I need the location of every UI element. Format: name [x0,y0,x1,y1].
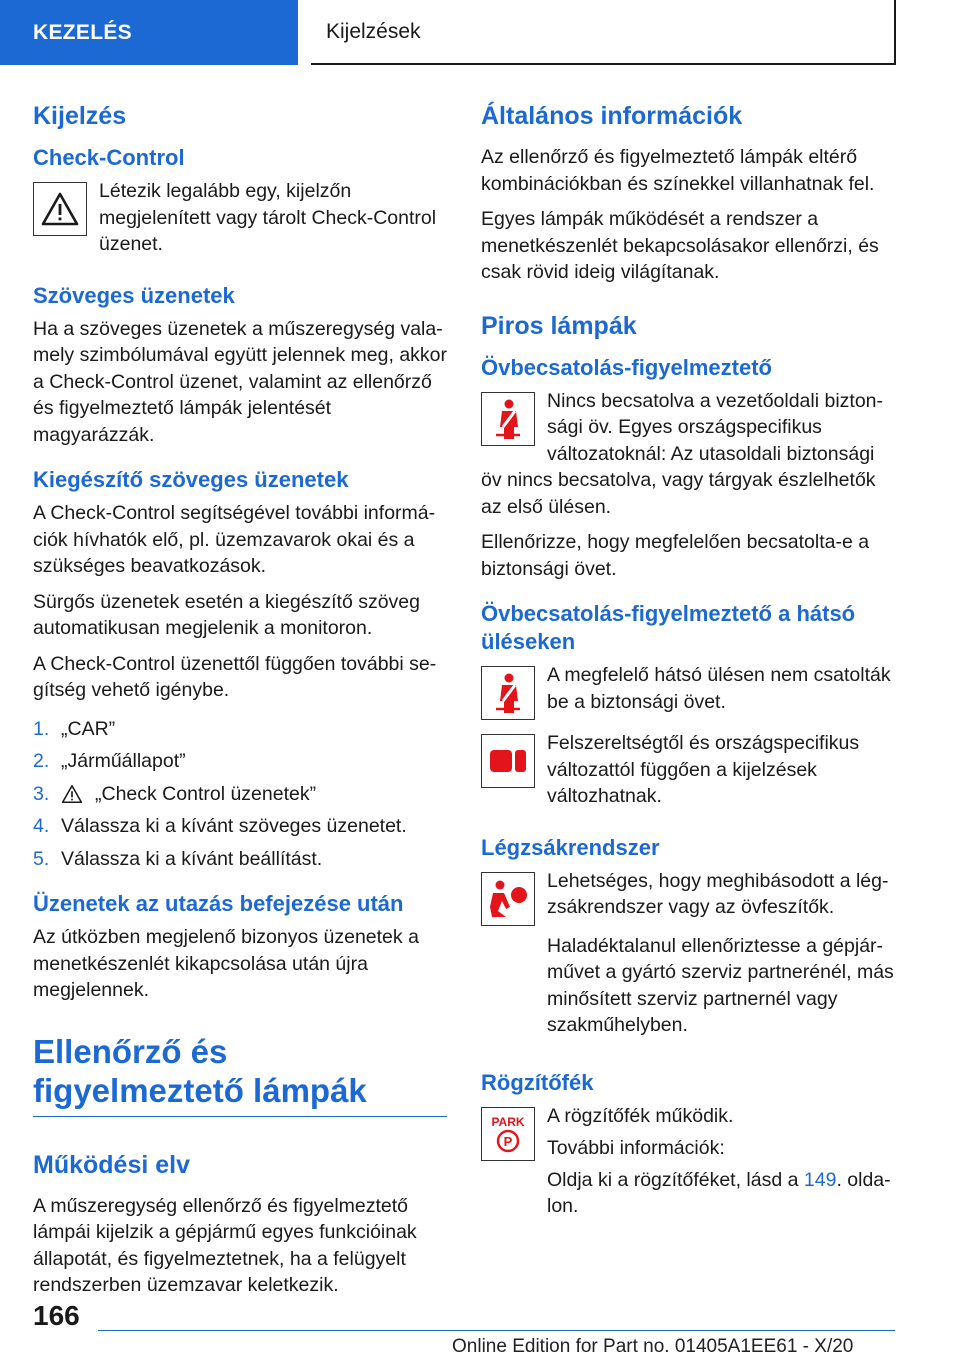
legzsak-text: Lehetséges, hogy meghibásodott a légzsákrendszer vagy az övfeszítők. [547,869,889,918]
heading-utazas: Üzenetek az utazás befejezése után [33,891,404,916]
airbag-icon [481,872,535,926]
utazas-text: Az útközben megjelenő bizonyos üzenetek a menetkészenlét kikapcsolása után újra megjelennek. [33,926,419,1001]
step-number: 3. [33,782,50,805]
park-label: PARK [491,1114,525,1129]
ov-hatso-block [481,662,895,721]
list-item [33,748,447,775]
footer-divider [98,1330,895,1331]
step-text: „Járműállapot” [61,750,186,772]
ov-p2: Ellenőrizze, hogy megfelelően becsatolta-e a biztonsági övet. [481,531,870,580]
ov-text: Nincs becsatolva a vezetőoldali biztonsági öv. Egyes országspecifikus változatoknál: Az utasoldali biztonsági öv nincs becsatolva, vagy tárgyak észlelhetők az első ülésen. [481,389,884,518]
step-text: „Check Control üzenetek” [95,782,317,805]
heading-kijelzes: Kijelzés [33,102,127,130]
rogzito-p3-a: Oldja ki a rögzítőféket, lásd a [547,1168,804,1191]
page-link[interactable]: 149 [803,1168,837,1191]
right-column [481,96,895,1229]
rogzito-text: A rögzítőfék működik. [547,1104,734,1127]
ov-hatso-block-2 [481,730,895,816]
altalanos-p1: Az ellenőrző és figyelmeztető lámpák eltérő kombinációkban és színekkel villanhatnak fel. [481,146,875,195]
rogzito-p3-b: . oldalon. [547,1168,891,1217]
list-item [33,781,447,808]
kiegeszito-p1: A Check-Control segítségével további információk hívhatók elő, pl. üzemzavarok okai és a szükséges beavatkozások. [33,502,436,577]
list-item [33,716,447,743]
steps-list [33,716,447,873]
step-text: Válassza ki a kívánt beállítást. [61,847,323,870]
header-section [0,0,298,65]
heading-altalanos: Általános információk [481,102,743,130]
rogzito-block [481,1103,895,1168]
heading-ov-hatso: Övbecsatolás-figyelmeztető a hátsó üléseken [481,601,856,654]
rear-seat-indicator-icon [481,734,535,788]
header-chapter [311,0,896,65]
heading-rogzito: Rögzítőfék [481,1069,594,1095]
ov-block [481,388,895,530]
step-number: 1. [33,717,50,740]
header-section-label: KEZELÉS [33,20,132,44]
heading-ov: Övbecsatolás-figyelmeztető [481,354,772,380]
kiegeszito-p2: Sürgős üzenetek esetén a kiegészítő szöveg automatikusan megjelenik a monitoron. [33,590,420,639]
ov-hatso-text: A megfelelő hátsó ülésen nem csatolták be a biztonsági övet. [547,664,891,713]
step-number: 5. [33,847,50,870]
list-item [33,813,447,840]
rogzito-p2: További információk: [547,1137,725,1159]
page-number: 166 [33,1300,80,1331]
legzsak-block [481,868,895,927]
step-number: 2. [33,750,50,772]
parking-brake-icon [481,1107,535,1161]
kiegeszito-p3: A Check-Control üzenettől függően további segítség vehető igénybe. [33,652,437,701]
warning-triangle-icon [33,182,87,236]
heading-szoveges: Szöveges üzenetek [33,282,235,308]
svg-text:P: P [503,1133,513,1149]
check-control-text: Létezik legalább egy, kijelzőn megjelenített vagy tárolt Check-Control üzenet. [99,180,437,255]
heading-check-control: Check-Control [33,145,185,170]
big-title: Ellenőrző és figyelmeztető lámpák [33,1032,447,1117]
warning-triangle-icon [61,781,83,808]
legzsak-p2-first [547,933,895,1039]
seatbelt-icon [481,392,535,446]
altalanos-p2: Egyes lámpák működését a rendszer a menetkészenlét bekapcsolásakor ellenőrzi, és csak rövid ideig világítanak. [481,208,879,283]
legzsak-p2: Haladéktalanul ellenőriztesse a gépjárművet a gyártó szerviz partnerénél, más minősített szerviz partnernél vagy szakműhelyben. [547,934,894,1036]
szoveges-text: Ha a szöveges üzenetek a műszeregység valamely szimbólumával együtt jelennek meg, akkor a Check-Control üzenet, valamint az ellenőrző és figyelmeztető lámpák jelentését magyarázzák. [33,317,448,446]
heading-mukodesi: Működési elv [33,1150,190,1179]
rear-seatbelt-icon [481,666,535,720]
left-column [33,96,447,1308]
step-text: Válassza ki a kívánt szöveges üzenetet. [61,815,407,837]
heading-kiegeszito: Kiegészítő szöveges üzenetek [33,467,349,492]
rogzito-p3 [547,1167,895,1220]
header-chapter-label: Kijelzések [326,19,421,43]
footer-edition: Online Edition for Part no. 01405A1EE61 - X/20 [452,1336,854,1357]
mukodesi-text: A műszeregység ellenőrző és figyelmeztető lámpái kijelzik a gépjármű egyes funkcióinak állapotát, és figyelmeztetnek, ha a felügyelt rendszerben üzemzavar keletkezik. [33,1194,417,1296]
list-item [33,846,447,873]
check-control-block [33,178,447,264]
step-number: 4. [33,815,50,837]
heading-legzsak: Légzsákrendszer [481,834,660,860]
ov-hatso-p2: Felszereltségtől és országspecifikus változattól függően a kijelzések változhatnak. [547,732,860,807]
step-text: „CAR” [61,717,116,740]
heading-piros: Piros lámpák [481,311,637,340]
